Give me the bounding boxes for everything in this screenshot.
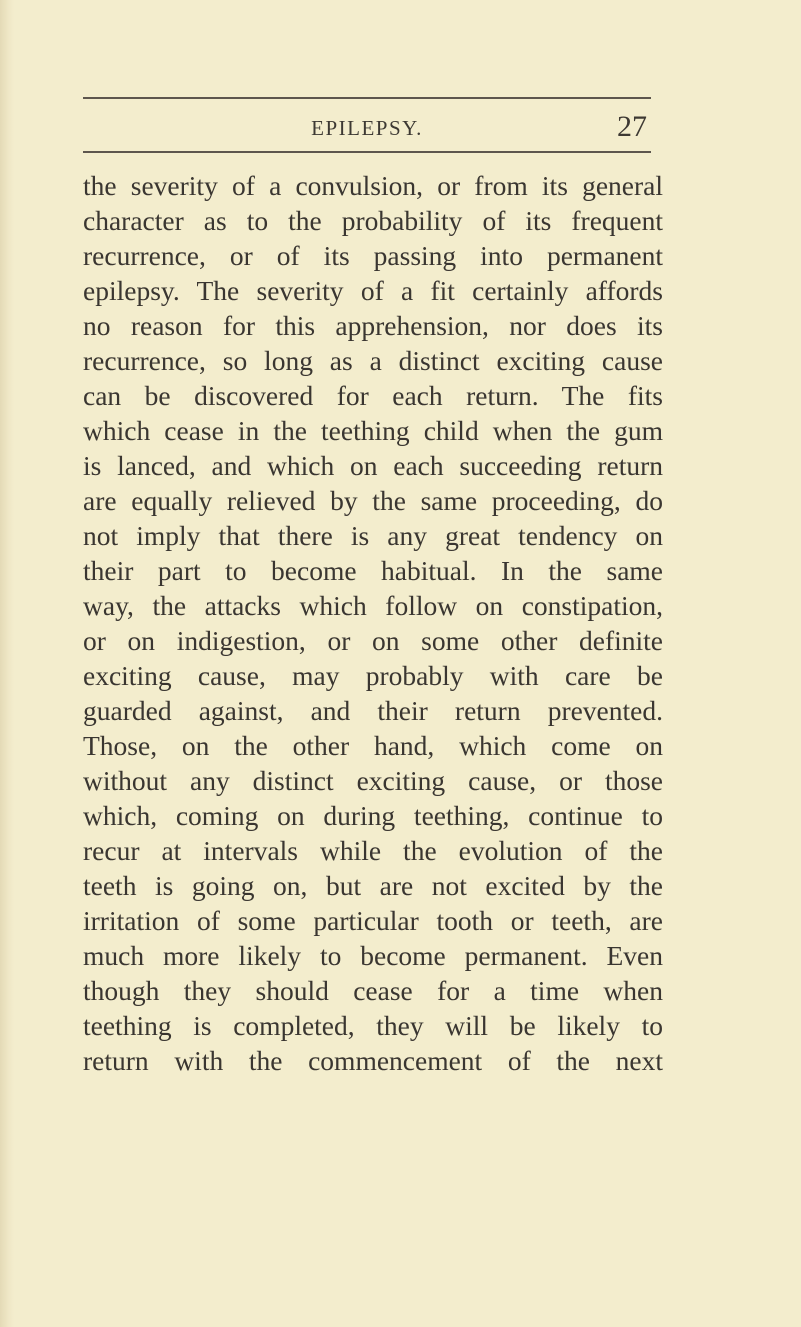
text-line: which cease in the teething child when the gum [83, 415, 663, 446]
header-rule-top [83, 97, 651, 99]
text-line: is lanced, and which on each succeeding return [83, 450, 663, 481]
running-head [83, 108, 651, 148]
text-line: teeth is going on, but are not excited by the [83, 870, 663, 901]
text-line: exciting cause, may probably with care be [83, 660, 663, 691]
text-line: much more likely to become permanent. Even [83, 940, 663, 971]
text-line: Those, on the other hand, which come on [83, 730, 663, 761]
text-line: return with the commencement of the next [83, 1045, 663, 1076]
text-line: no reason for this apprehension, nor does its [83, 310, 663, 341]
page-edge-shadow [0, 0, 14, 1327]
text-line: irritation of some particular tooth or teeth, are [83, 905, 663, 936]
text-line: teething is completed, they will be likely to [83, 1010, 663, 1041]
text-line: way, the attacks which follow on constipation, [83, 590, 663, 621]
page-number: 27 [617, 110, 647, 143]
text-line: recurrence, or of its passing into permanent [83, 240, 663, 271]
text-line: though they should cease for a time when [83, 975, 663, 1006]
header-rule-bottom [83, 151, 651, 153]
text-line: the severity of a convulsion, or from its general [83, 170, 663, 201]
text-line: are equally relieved by the same proceeding, do [83, 485, 663, 516]
text-line: guarded against, and their return prevented. [83, 695, 663, 726]
text-line: recur at intervals while the evolution of the [83, 835, 663, 866]
text-line: character as to the probability of its frequent [83, 205, 663, 236]
running-head-title: EPILEPSY. [311, 116, 423, 140]
text-line: without any distinct exciting cause, or those [83, 765, 663, 796]
text-line: recurrence, so long as a distinct exciting cause [83, 345, 663, 376]
text-line: or on indigestion, or on some other definite [83, 625, 663, 656]
text-line: which, coming on during teething, continue to [83, 800, 663, 831]
text-line: not imply that there is any great tendency on [83, 520, 663, 551]
text-line: epilepsy. The severity of a fit certainly affords [83, 275, 663, 306]
body-paragraph [83, 168, 663, 1078]
text-line: can be discovered for each return. The fits [83, 380, 663, 411]
text-line: their part to become habitual. In the same [83, 555, 663, 586]
